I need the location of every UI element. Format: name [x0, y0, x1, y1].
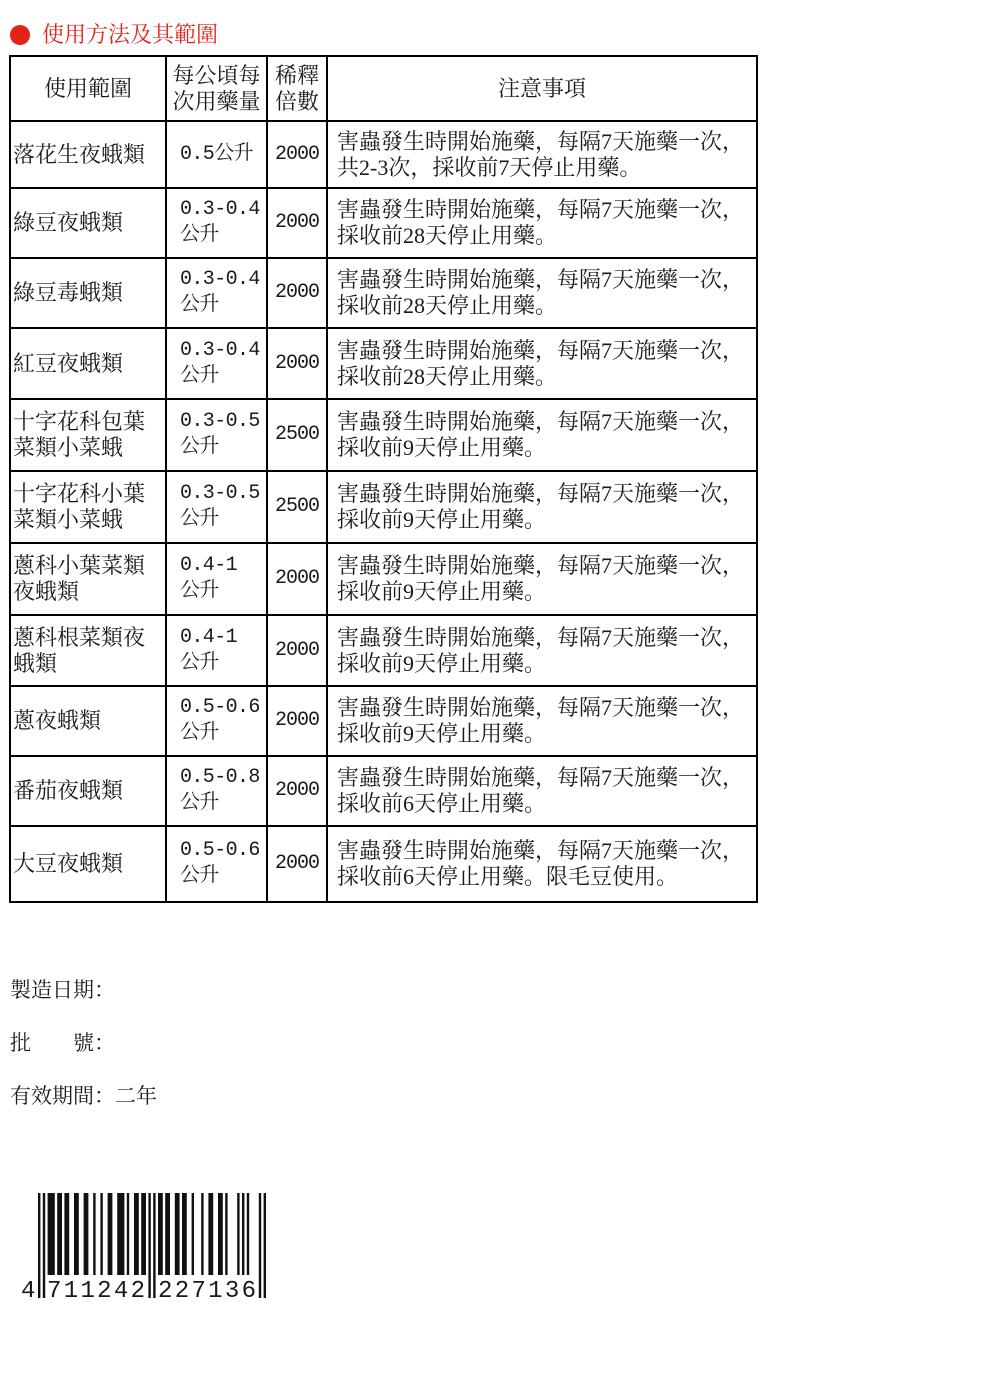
table-row — [11, 544, 758, 616]
crop-cell — [11, 189, 167, 259]
crop-cell — [11, 122, 167, 189]
dilution-text: 2000 — [274, 852, 319, 875]
barcode-bar — [74, 1193, 79, 1275]
dosage-text: 0.4-1 — [180, 625, 238, 649]
dilution-cell — [268, 329, 328, 400]
dosage-text: 公升 — [180, 364, 219, 388]
dilution-text: 2000 — [274, 567, 319, 590]
notes-cell — [328, 757, 758, 827]
table-row — [11, 472, 758, 544]
dosage-cell — [167, 259, 268, 329]
batch-number-row — [10, 1030, 115, 1056]
barcode-guard-bar — [153, 1193, 155, 1298]
notes-text: 害蟲發生時開始施藥，每隔7天施藥一次， — [337, 624, 745, 650]
dosage-cell — [167, 827, 268, 903]
crop-cell — [11, 472, 167, 544]
barcode-bar — [225, 1193, 227, 1275]
dilution-text: 2000 — [274, 638, 319, 662]
dosage-text: 公升 — [180, 722, 219, 745]
crop-text: 十字花科小葉 — [13, 481, 146, 506]
notes-text: 採收前28天停止用藥。 — [337, 363, 558, 389]
dilution-cell — [268, 757, 328, 827]
crop-text: 蛾類 — [13, 650, 58, 676]
dilution-cell — [268, 687, 328, 757]
dosage-cell — [167, 472, 268, 544]
dilution-cell — [268, 616, 328, 687]
crop-text: 十字花科包葉 — [13, 409, 146, 434]
notes-cell — [328, 259, 758, 329]
barcode-bar — [108, 1193, 113, 1275]
notes-cell — [328, 827, 758, 903]
dilution-cell — [268, 827, 328, 903]
barcode-guard-bar — [264, 1193, 266, 1298]
crop-text: 番茄夜蛾類 — [13, 778, 124, 803]
dosage-cell — [167, 329, 268, 400]
dosage-cell — [167, 400, 268, 472]
header-dosage — [167, 57, 268, 122]
header-dosage-text: 次用藥量 — [172, 88, 261, 114]
crop-text: 大豆夜蛾類 — [13, 851, 124, 876]
dosage-text: 公升 — [180, 865, 219, 888]
manufacture-date-row — [10, 977, 115, 1003]
barcode-bar — [100, 1193, 102, 1275]
notes-text: 採收前6天停止用藥。 — [337, 791, 547, 816]
dosage-text: 公升 — [180, 580, 219, 603]
dosage-text: 公升 — [180, 294, 219, 317]
dosage-text: 公升 — [180, 651, 219, 675]
crop-text: 綠豆夜蛾類 — [13, 210, 124, 235]
barcode-guard-bar — [43, 1193, 45, 1298]
dilution-text: 2000 — [274, 281, 319, 304]
table-row — [11, 122, 758, 189]
header-notes-text: 注意事項 — [497, 75, 586, 101]
notes-cell — [328, 189, 758, 259]
notes-text: 採收前28天停止用藥。 — [337, 293, 558, 318]
dilution-cell — [268, 122, 328, 189]
barcode-bar — [201, 1193, 203, 1275]
dilution-text: 2000 — [274, 351, 319, 375]
barcode-guard-bar — [38, 1193, 40, 1298]
crop-cell — [11, 827, 167, 903]
crop-text: 蔥科根菜類夜 — [13, 624, 146, 650]
notes-text: 害蟲發生時開始施藥，每隔7天施藥一次， — [337, 838, 745, 863]
crop-text: 落花生夜蛾類 — [13, 141, 146, 167]
table-row — [11, 687, 758, 757]
header-dilution-text: 稀釋 — [274, 62, 319, 88]
barcode-bar — [127, 1193, 129, 1275]
batch-number-label: 批 號： — [10, 1031, 115, 1055]
expiry-value: 二年 — [115, 1084, 157, 1108]
notes-text: 共2-3次，採收前7天停止用藥。 — [337, 154, 642, 180]
crop-cell — [11, 757, 167, 827]
dosage-text: 公升 — [180, 436, 219, 459]
barcode-guard-bar — [148, 1193, 150, 1298]
notes-text: 採收前9天停止用藥。 — [337, 507, 547, 532]
notes-text: 害蟲發生時開始施藥，每隔7天施藥一次， — [337, 695, 745, 720]
barcode-bar — [182, 1193, 187, 1275]
dosage-cell — [167, 189, 268, 259]
crop-cell — [11, 259, 167, 329]
barcode-bar — [93, 1193, 95, 1275]
notes-cell — [328, 329, 758, 400]
notes-cell — [328, 122, 758, 189]
barcode-right-digits: 227136 — [158, 1278, 256, 1305]
crop-cell — [11, 329, 167, 400]
dosage-cell — [167, 122, 268, 189]
barcode-bar — [218, 1193, 223, 1275]
dilution-text: 2500 — [274, 495, 319, 518]
crop-text: 紅豆夜蛾類 — [13, 350, 124, 376]
barcode-bar — [141, 1193, 146, 1275]
crop-text: 蔥夜蛾類 — [13, 708, 102, 733]
dilution-text: 2000 — [274, 779, 319, 802]
dosage-text: 0.3-0.4 — [180, 268, 260, 291]
notes-cell — [328, 616, 758, 687]
crop-cell — [11, 616, 167, 687]
dosage-cell — [167, 757, 268, 827]
dilution-cell — [268, 544, 328, 616]
notes-cell — [328, 687, 758, 757]
notes-text: 害蟲發生時開始施藥，每隔7天施藥一次， — [337, 553, 745, 578]
notes-cell — [328, 472, 758, 544]
barcode-bar — [165, 1193, 170, 1275]
barcode-bar — [158, 1193, 163, 1275]
dosage-text: 公升 — [180, 508, 219, 531]
dosage-text: 0.5-0.8 — [180, 766, 260, 789]
dilution-cell — [268, 400, 328, 472]
dilution-cell — [268, 259, 328, 329]
crop-cell — [11, 687, 167, 757]
crop-text: 菜類小菜蛾 — [13, 435, 124, 460]
notes-text: 採收前9天停止用藥。 — [337, 579, 547, 604]
barcode-bar — [192, 1193, 194, 1275]
manufacture-date-label: 製造日期： — [10, 978, 115, 1002]
dosage-text: 公升 — [180, 792, 219, 815]
header-crop — [11, 57, 167, 122]
header-crop-text: 使用範圍 — [43, 75, 132, 101]
barcode-bar — [48, 1193, 55, 1275]
notes-text: 害蟲發生時開始施藥，每隔7天施藥一次， — [337, 128, 745, 154]
table-header-row — [11, 57, 758, 122]
notes-text: 害蟲發生時開始施藥，每隔7天施藥一次， — [337, 337, 745, 363]
header-dilution-text: 倍數 — [274, 88, 319, 114]
dosage-text: 公升 — [180, 224, 219, 247]
barcode-bar — [64, 1193, 69, 1275]
barcode-bar — [57, 1193, 62, 1275]
barcode-bar — [117, 1193, 124, 1275]
dilution-text: 2500 — [274, 423, 319, 446]
header-dilution — [268, 57, 328, 122]
dosage-text: 0.5公升 — [180, 142, 254, 166]
table-row — [11, 827, 758, 903]
dosage-text: 0.5-0.6 — [180, 839, 260, 862]
dosage-cell — [167, 616, 268, 687]
table-row — [11, 400, 758, 472]
notes-text: 害蟲發生時開始施藥，每隔7天施藥一次， — [337, 197, 745, 222]
barcode-bar — [242, 1193, 244, 1275]
dosage-text: 0.3-0.4 — [180, 338, 260, 362]
crop-text: 蔥科小葉菜類 — [13, 553, 146, 578]
barcode-bar — [247, 1193, 249, 1275]
crop-text: 夜蛾類 — [13, 579, 80, 604]
bullet-icon — [10, 25, 30, 45]
table-row — [11, 757, 758, 827]
table-row — [11, 259, 758, 329]
barcode-bar — [84, 1193, 89, 1275]
barcode-bar — [175, 1193, 180, 1275]
header-notes — [328, 57, 758, 122]
barcode-bar — [237, 1193, 239, 1275]
dosage-cell — [167, 544, 268, 616]
notes-cell — [328, 544, 758, 616]
crop-text: 菜類小菜蛾 — [13, 507, 124, 532]
dosage-text: 0.4-1 — [180, 554, 238, 577]
notes-text: 採收前28天停止用藥。 — [337, 223, 558, 248]
table-row — [11, 189, 758, 259]
crop-text: 綠豆毒蛾類 — [13, 280, 124, 305]
crop-cell — [11, 544, 167, 616]
barcode-first-digit: 4 — [21, 1278, 36, 1305]
dilution-cell — [268, 189, 328, 259]
dosage-text: 0.3-0.5 — [180, 482, 260, 505]
barcode-bar — [134, 1193, 139, 1275]
barcode — [0, 1180, 300, 1310]
notes-text: 採收前9天停止用藥。 — [337, 435, 547, 460]
dilution-text: 2000 — [274, 142, 319, 166]
barcode-left-digits: 711242 — [47, 1278, 145, 1305]
dilution-cell — [268, 472, 328, 544]
table-row — [11, 616, 758, 687]
notes-text: 採收前9天停止用藥。 — [337, 721, 547, 746]
dosage-text: 0.5-0.6 — [180, 696, 260, 719]
notes-text: 害蟲發生時開始施藥，每隔7天施藥一次， — [337, 765, 745, 790]
table-row — [11, 329, 758, 400]
notes-text: 害蟲發生時開始施藥，每隔7天施藥一次， — [337, 267, 745, 292]
notes-text: 害蟲發生時開始施藥，每隔7天施藥一次， — [337, 481, 745, 506]
notes-text: 採收前6天停止用藥。限毛豆使用。 — [337, 864, 679, 889]
dilution-text: 2000 — [274, 709, 319, 732]
expiry-row — [10, 1083, 157, 1109]
expiry-label: 有效期間： — [10, 1084, 115, 1108]
dosage-cell — [167, 687, 268, 757]
barcode-guard-bar — [259, 1193, 261, 1298]
crop-cell — [11, 400, 167, 472]
dosage-text: 0.3-0.4 — [180, 198, 260, 221]
usage-table — [9, 55, 758, 903]
section-title: 使用方法及其範圍 — [42, 22, 219, 47]
dosage-text: 0.3-0.5 — [180, 410, 260, 433]
notes-text: 害蟲發生時開始施藥，每隔7天施藥一次， — [337, 409, 745, 434]
notes-text: 採收前9天停止用藥。 — [337, 650, 547, 676]
notes-cell — [328, 400, 758, 472]
header-dosage-text: 每公頃每 — [172, 62, 261, 88]
dilution-text: 2000 — [274, 211, 319, 234]
barcode-bar — [208, 1193, 213, 1275]
